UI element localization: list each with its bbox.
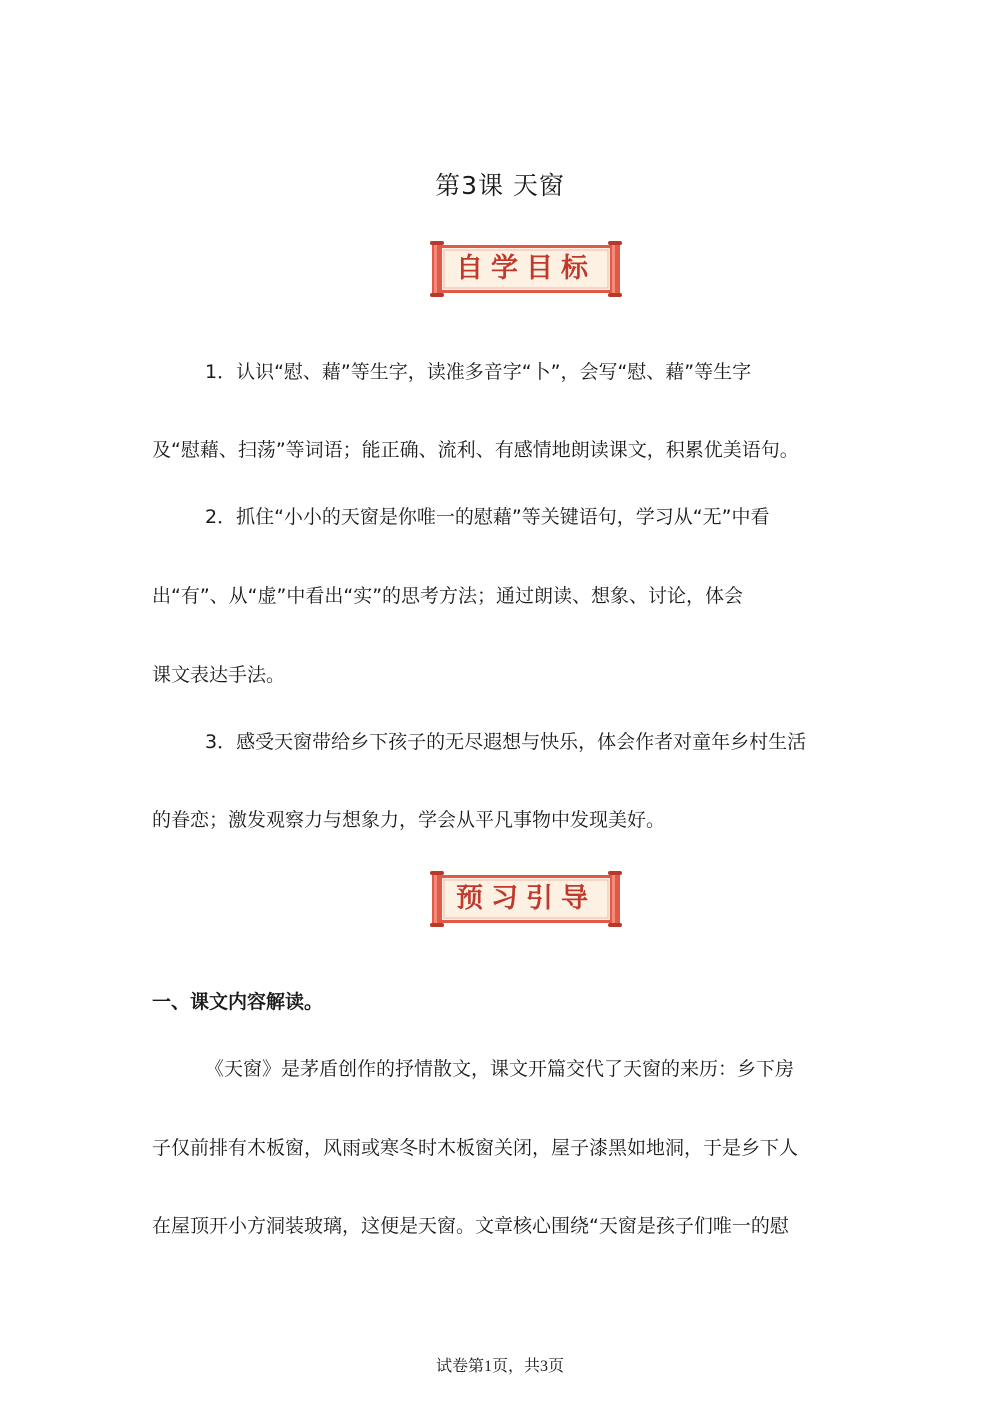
section-1-line-3: 在屋顶开小方洞装玻璃，这便是天窗。文章核心围绕“天窗是孩子们唯一的慰 bbox=[152, 1215, 789, 1237]
goals-banner bbox=[430, 241, 622, 297]
goals-banner-label: 自学目标 bbox=[456, 253, 596, 284]
goal-3-line-1: 3．感受天窗带给乡下孩子的无尽遐想与快乐，体会作者对童年乡村生活 bbox=[205, 731, 807, 753]
goal-2-line-1: 2．抓住“小小的天窗是你唯一的慰藉”等关键语句，学习从“无”中看 bbox=[205, 506, 770, 528]
preview-banner bbox=[430, 871, 622, 927]
goal-2-line-3: 课文表达手法。 bbox=[152, 664, 286, 686]
goal-1-line-1: 1．认识“慰、藉”等生字，读准多音字“卜”，会写“慰、藉”等生字 bbox=[205, 361, 752, 383]
goal-2-line-2: 出“有”、从“虚”中看出“实”的思考方法；通过朗读、想象、讨论，体会 bbox=[152, 585, 744, 607]
section-heading: 一、课文内容解读。 bbox=[152, 991, 324, 1013]
page-footer: 试卷第1页，共3页 bbox=[435, 1358, 564, 1375]
section-1-line-1: 《天窗》是茅盾创作的抒情散文，课文开篇交代了天窗的来历：乡下房 bbox=[205, 1058, 795, 1080]
preview-banner-label: 预习引导 bbox=[456, 883, 596, 914]
goal-1-line-2: 及“慰藉、扫荡”等词语；能正确、流利、有感情地朗读课文，积累优美语句。 bbox=[152, 439, 799, 461]
section-1-line-2: 子仅前排有木板窗，风雨或寒冬时木板窗关闭，屋子漆黑如地洞，于是乡下人 bbox=[152, 1137, 799, 1159]
page-title: 第3课 天窗 bbox=[435, 171, 565, 200]
goal-3-line-2: 的眷恋；激发观察力与想象力，学会从平凡事物中发现美好。 bbox=[152, 809, 666, 831]
